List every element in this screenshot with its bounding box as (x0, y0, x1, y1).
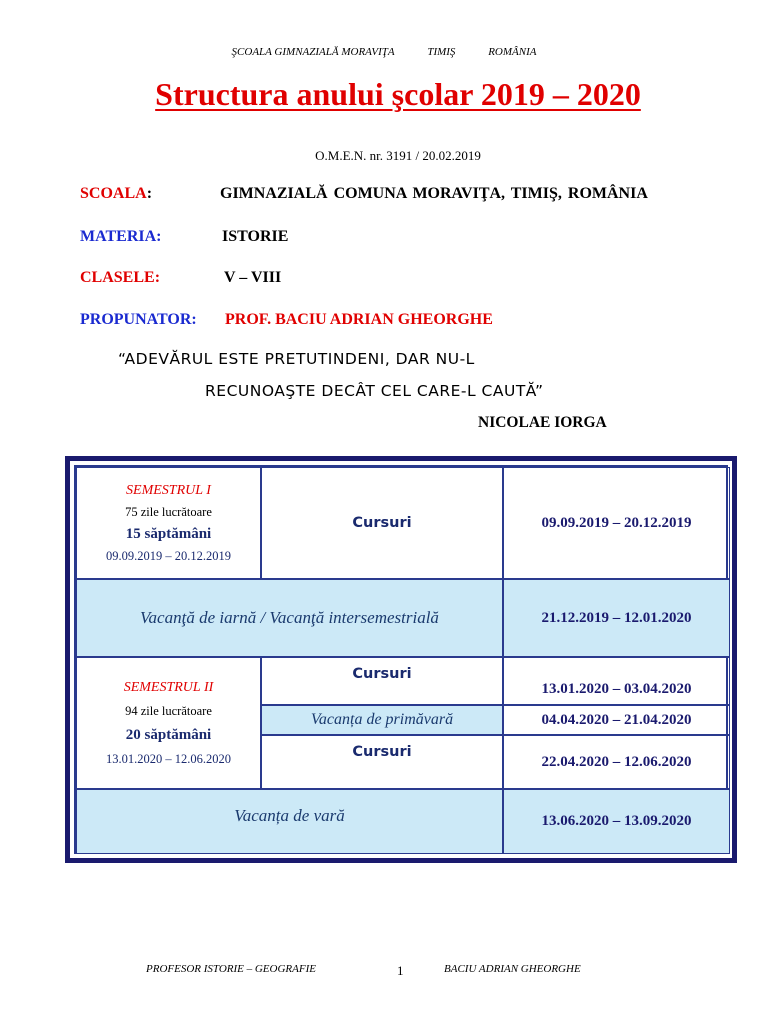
semester-2-activity-1: Cursuri (261, 657, 503, 705)
quote-line-1: “ADEVĂRUL ESTE PRETUTINDENI, DAR NU-L (118, 350, 475, 368)
school-year-table (65, 456, 737, 863)
document-header (0, 46, 768, 58)
semester-2-cell (76, 657, 261, 789)
semester-2-days: 94 zile lucrătoare (125, 703, 212, 718)
spring-vacation-dates: 04.04.2020 – 21.04.2020 (503, 705, 730, 735)
semester-1-activity: Cursuri (261, 467, 503, 579)
semester-2-activity-2: Cursuri (261, 735, 503, 789)
school-label-row (80, 185, 152, 203)
semester-1-dates: 09.09.2019 – 20.12.2019 (503, 467, 730, 579)
winter-vacation-label: Vacanţă de iarnă / Vacanţă intersemestrială (76, 579, 503, 657)
semester-1-range: 09.09.2019 – 20.12.2019 (106, 548, 231, 563)
header-school: ŞCOALA GIMNAZIALĂ MORAVIŢA (231, 46, 395, 58)
header-county: TIMIŞ (427, 46, 456, 58)
winter-vacation-dates: 21.12.2019 – 12.01.2020 (503, 579, 730, 657)
quote-author: NICOLAE IORGA (478, 414, 607, 431)
page-title: Structura anului şcolar 2019 – 2020 (155, 76, 641, 112)
subject-label: MATERIA: (80, 228, 162, 245)
summer-vacation-label: Vacanța de vară (76, 789, 503, 854)
semester-2-title: SEMESTRUL II (123, 679, 214, 695)
header-country: ROMÂNIA (488, 46, 537, 58)
proposer-value: PROF. BACIU ADRIAN GHEORGHE (225, 311, 493, 328)
quote-line-2: RECUNOAŞTE DECÂT CEL CARE-L CAUTĂ” (205, 382, 544, 400)
semester-1-weeks: 15 săptămâni (125, 525, 212, 542)
semester-2-dates-1: 13.01.2020 – 03.04.2020 (503, 657, 730, 705)
semester-1-days: 75 zile lucrătoare (125, 504, 212, 519)
semester-1-title: SEMESTRUL I (126, 482, 211, 498)
classes-label: CLASELE: (80, 269, 161, 286)
footer-left: PROFESOR ISTORIE – GEOGRAFIE (146, 963, 316, 975)
summer-vacation-dates: 13.06.2020 – 13.09.2020 (503, 789, 730, 854)
order-reference: O.M.E.N. nr. 3191 / 20.02.2019 (315, 148, 481, 163)
footer-right: BACIU ADRIAN GHEORGHE (444, 963, 581, 975)
subject-value: ISTORIE (222, 228, 289, 245)
school-label-colon: : (146, 185, 153, 202)
school-value: GIMNAZIALĂ COMUNA MORAVIŢA, TIMIŞ, ROMÂNIA (220, 185, 648, 202)
proposer-label: PROPUNATOR: (80, 311, 197, 328)
semester-2-range: 13.01.2020 – 12.06.2020 (106, 751, 231, 766)
semester-2-dates-2: 22.04.2020 – 12.06.2020 (503, 735, 730, 789)
spring-vacation-label: Vacanța de primăvară (261, 705, 503, 735)
school-label: SCOALA (80, 185, 147, 202)
semester-2-weeks: 20 săptămâni (125, 726, 212, 743)
semester-1-cell (76, 467, 261, 579)
footer-page-number: 1 (397, 963, 404, 978)
classes-value: V – VIII (224, 269, 282, 286)
table-inner-border (74, 465, 728, 854)
